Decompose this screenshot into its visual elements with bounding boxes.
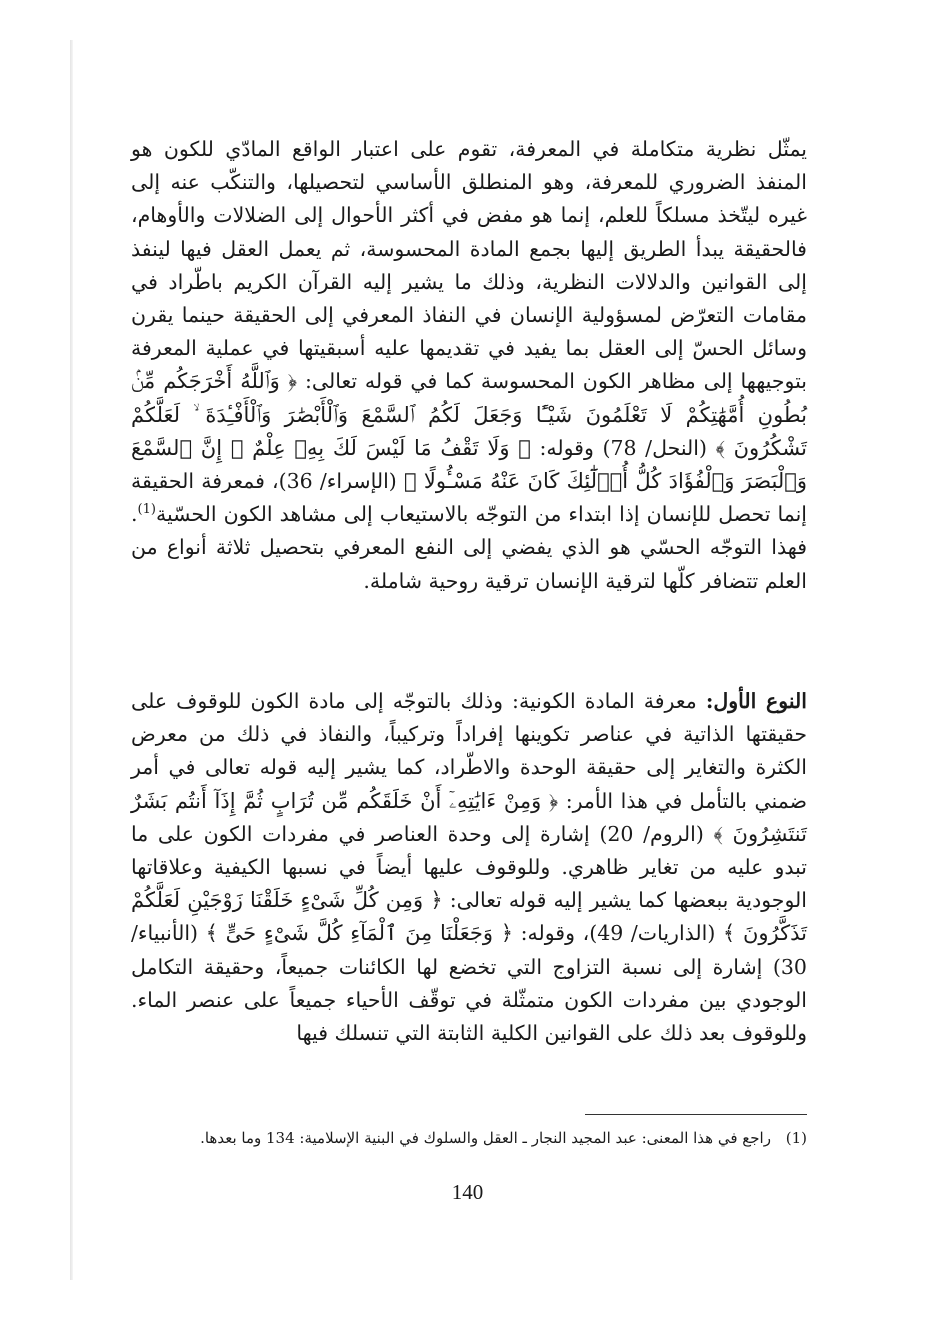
verse-reference: (الأنبياء/ 30) [131,921,807,979]
quran-verse: ﴿ وَلَا تَقْفُ مَا لَيْسَ لَكَ بِهِۦ عِلْمٌ ۚ إِنَّ ٱلسَّمْعَ وَٱلْبَصَرَ وَٱلْفُؤَادَ كُلُّ أُو۟لَٰٓئِكَ كَانَ عَنْهُ مَسْـُٔولًا ﴾ [131,435,807,494]
paragraph-text: . فهذا التوجّه الحسّي هو الذي يفضي إلى النفع المعرفي بتحصيل ثلاثة أنواع من العلم تتضافر كلّها لترقية الإنسان ترقية روحية شاملة. [131,502,807,593]
footnote-separator [585,1114,807,1115]
paragraph-text: فمعرفة الحقيقة إنما تحصل للإنسان إذا ابتداء من التوجّه بالاستيعاب إلى مشاهد الكون الحسّية [131,469,807,527]
quran-verse: ﴿ وَٱللَّهُ أَخْرَجَكُم مِّنۢ بُطُونِ أُمَّهَٰتِكُمْ لَا تَعْلَمُونَ شَيْـًٔا وَجَعَلَ لَكُمُ ٱلسَّمْعَ وَٱلْأَبْصَٰرَ وَٱلْأَفْـِٔدَةَ ۙ لَعَلَّكُمْ تَشْكُرُونَ ﴾ [131,369,807,460]
paragraph-text: معرفة المادة الكونية: وذلك بالتوجّه إلى مادة الكون للوقوف على حقيقتها الذاتية في عناصر تكوينها إفراداً وتركيباً، والنفاذ في ذلك من معرض الكثرة والتغاير إلى حقيقة الوحدة والاطّراد، كما يشير إليه قوله تعالى في أمر ضمني بالتأمل في هذا الأمر: [131,689,807,813]
quran-verse: ﴿ وَمِن كُلِّ شَىْءٍ خَلَقْنَا زَوْجَيْنِ لَعَلَّكُمْ تَذَكَّرُونَ ﴾ [131,888,807,946]
body-paragraph-2 [131,685,807,1050]
footnote-number: (1) [785,1129,807,1147]
paragraph-text: إشارة إلى وحدة العناصر في مفردات الكون على ما تبدو عليه من تغاير ظاهري. وللوقوف عليها أيضاً في نسبها الكيفية وعلاقاتها الوجودية ببعضها كما يشير إليه قوله تعالى: [131,821,807,913]
body-paragraph-1 [131,133,807,598]
verse-reference: (النحل/ 78) [602,435,707,460]
verse-reference: (الذاريات/ 49)، [582,921,716,946]
section-heading: النوع الأول: [705,689,807,713]
verse-reference: (الإسراء/ 36)، [272,469,397,494]
quran-verse: ﴿ وَجَعَلْنَا مِنَ ٱلْمَآءِ كُلَّ شَىْءٍ حَىٍّ ﴾ [205,921,513,946]
paragraph-text: إشارة إلى نسبة التزاوج التي تخضع لها الكائنات جميعاً، وحقيقة التكامل الوجودي بين مفردات الكون متمثّلة في توقّف الأحياء جميعاً على عنصر الماء. وللوقوف بعد ذلك على القوانين الكلية الثابتة التي تنسلك فيها [131,954,807,1046]
footnote-text: راجع في هذا المعنى: عبد المجيد النجار ـ العقل والسلوك في البنية الإسلامية: 134 وما بعدها. [200,1129,771,1147]
paragraph-text: وقوله: [539,435,594,460]
footnote-reference[interactable]: (1) [137,502,156,518]
paragraph-text: يمثّل نظرية متكاملة في المعرفة، تقوم على اعتبار الواقع المادّي للكون هو المنفذ الضروري للمعرفة، وهو المنطلق الأساسي لتحصيلها، والتنكّب عنه إلى غيره ليتّخذ مسلكاً للعلم، إنما هو مفض في أكثر الأحوال إلى الضلالات والأوهام، فالحقيقة يبدأ الطريق إليها بجمع المادة المحسوسة، ثم يعمل العقل فيها لينفذ إلى القوانين والدلالات النظرية، وذلك ما يشير إليه القرآن الكريم باطّراد في مقامات التعرّض لمسؤولية الإنسان في النفاذ المعرفي إلى الحقيقة حينما يقرن وسائل الحسّ إلى العقل بما يفيد في تقديمها عليه أسبقيتها في عملية المعرفة بتوجيهها إلى مظاهر الكون المحسوسة كما في قوله تعالى: [131,137,807,394]
quran-verse: ﴿ وَمِنْ ءَايَٰتِهِۦٓ أَنْ خَلَقَكُم مِّن تُرَابٍ ثُمَّ إِذَآ أَنتُم بَشَرٌ تَنتَشِرُونَ ﴾ [131,788,807,846]
footnote [131,1124,807,1152]
page-edge [70,40,73,1280]
paragraph-text: وقوله: [520,921,576,946]
page-number: 140 [451,1180,484,1204]
verse-reference: (الروم/ 20) [599,821,704,846]
